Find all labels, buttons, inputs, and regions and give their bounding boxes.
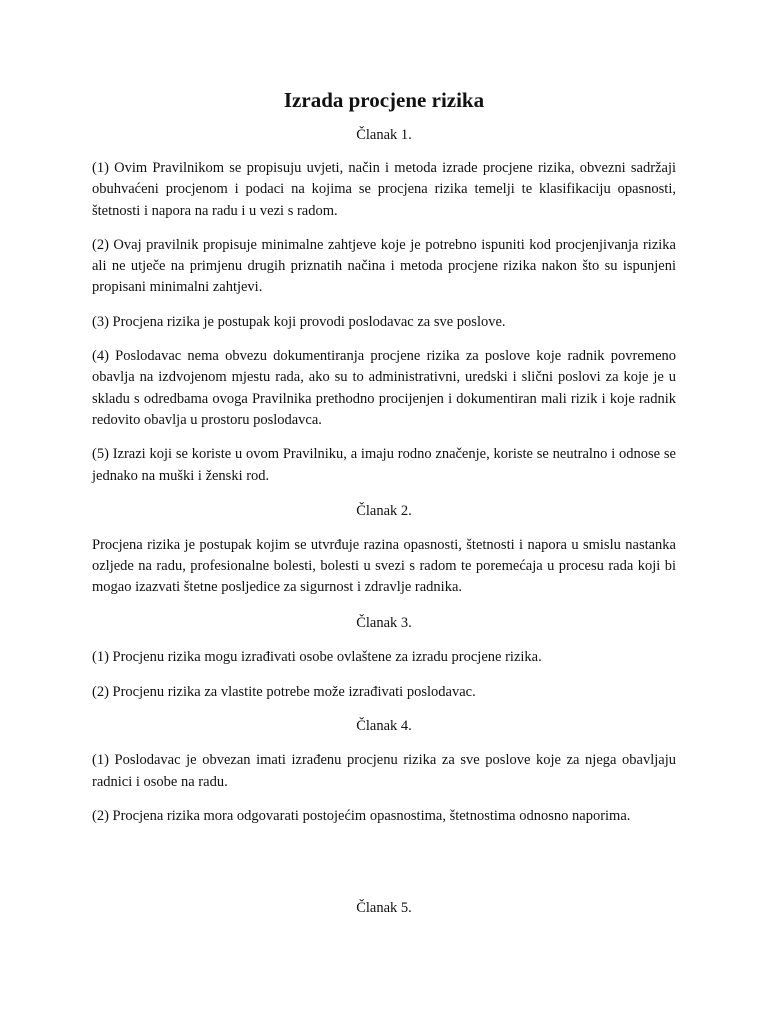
article-1-paragraph-4: (4) Poslodavac nema obvezu dokumentiranja procjene rizika za poslove koje radnik povremeno obavlja na izdvojenom mjestu rada, ako su to administrativni, uredski i slični poslovi za koje je u skladu s odredbama ovoga Pravilnika prethodno procijenjen i dokumentiran mali rizik i koje radnik redovito obavlja u prostoru poslodavca. — [92, 348, 676, 428]
article-2-heading: Članak 2. — [356, 502, 412, 519]
article-4-heading: Članak 4. — [356, 718, 412, 735]
article-4-paragraph-2: (2) Procjena rizika mora odgovarati postojećim opasnostima, štetnostima odnosno naporima. — [92, 807, 631, 824]
article-3-heading: Članak 3. — [356, 614, 412, 631]
article-1-heading: Članak 1. — [356, 127, 412, 143]
article-3-paragraph-2: (2) Procjenu rizika za vlastite potrebe može izrađivati poslodavac. — [92, 684, 476, 701]
article-5-heading: Članak 5. — [356, 900, 412, 916]
article-4-paragraph-1: (1) Poslodavac je obvezan imati izrađenu procjenu rizika za sve poslove koje za njega obavljaju radnici i osobe na radu. — [92, 752, 676, 790]
article-3-paragraph-1: (1) Procjenu rizika mogu izrađivati osobe ovlaštene za izradu procjene rizika. — [92, 648, 542, 665]
document-title: Izrada procjene rizika — [283, 88, 485, 112]
article-1-paragraph-5: (5) Izrazi koji se koriste u ovom Pravilniku, a imaju rodno značenje, koriste se neutralno i odnose se jednako na muški i ženski rod. — [92, 446, 676, 484]
article-1-paragraph-1: (1) Ovim Pravilnikom se propisuju uvjeti, način i metoda izrade procjene rizika, obvezni sadržaji obuhvaćeni procjenom i podaci na kojima se procjena rizika temelji te klasifikaciju opasnosti, štetnosti i napora na radu i u vezi s radom. — [92, 160, 676, 219]
article-1-paragraph-2: (2) Ovaj pravilnik propisuje minimalne zahtjeve koje je potrebno ispuniti kod procjenjivanja rizika ali ne utječe na primjenu drugih priznatih načina i metoda procjene rizika nakon što su ispunjeni propisani minimalni zahtjevi. — [92, 236, 676, 296]
article-1-paragraph-3: (3) Procjena rizika je postupak koji provodi poslodavac za sve poslove. — [92, 313, 506, 330]
article-2-paragraph-1: Procjena rizika je postupak kojim se utvrđuje razina opasnosti, štetnosti i napora u smislu nastanka ozljede na radu, profesionalne bolesti, bolesti u svezi s radom te poremećaja u procesu rada koji bi mogao izazvati štetne posljedice za sigurnost i zdravlje radnika. — [92, 536, 676, 596]
document-body — [92, 86, 676, 916]
